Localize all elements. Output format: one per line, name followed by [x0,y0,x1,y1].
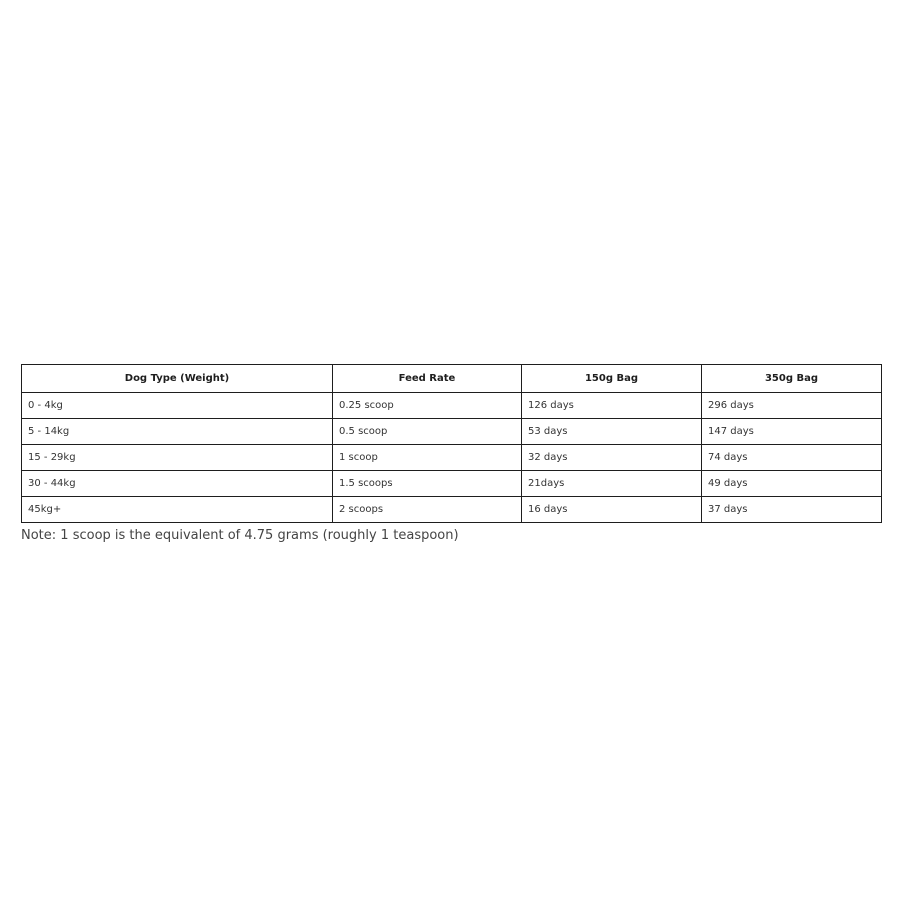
cell-350g-days: 147 days [702,419,882,445]
cell-weight: 45kg+ [22,497,333,523]
cell-350g-days: 37 days [702,497,882,523]
cell-150g-days: 16 days [522,497,702,523]
cell-150g-days: 32 days [522,445,702,471]
cell-feed-rate: 1 scoop [333,445,522,471]
cell-weight: 15 - 29kg [22,445,333,471]
feeding-guide-table [21,364,882,523]
cell-feed-rate: 1.5 scoops [333,471,522,497]
cell-350g-days: 49 days [702,471,882,497]
cell-150g-days: 126 days [522,393,702,419]
table-row [22,419,882,445]
table-header-row [22,365,882,393]
cell-350g-days: 296 days [702,393,882,419]
header-350g-bag: 350g Bag [702,365,882,393]
cell-feed-rate: 2 scoops [333,497,522,523]
table-row [22,393,882,419]
cell-feed-rate: 0.25 scoop [333,393,522,419]
cell-weight: 30 - 44kg [22,471,333,497]
table-row [22,445,882,471]
cell-150g-days: 21days [522,471,702,497]
header-feed-rate: Feed Rate [333,365,522,393]
cell-feed-rate: 0.5 scoop [333,419,522,445]
cell-weight: 0 - 4kg [22,393,333,419]
table-row [22,497,882,523]
header-150g-bag: 150g Bag [522,365,702,393]
scoop-note: Note: 1 scoop is the equivalent of 4.75 grams (roughly 1 teaspoon) [21,528,459,543]
header-dog-type: Dog Type (Weight) [22,365,333,393]
cell-weight: 5 - 14kg [22,419,333,445]
cell-150g-days: 53 days [522,419,702,445]
cell-350g-days: 74 days [702,445,882,471]
table-row [22,471,882,497]
